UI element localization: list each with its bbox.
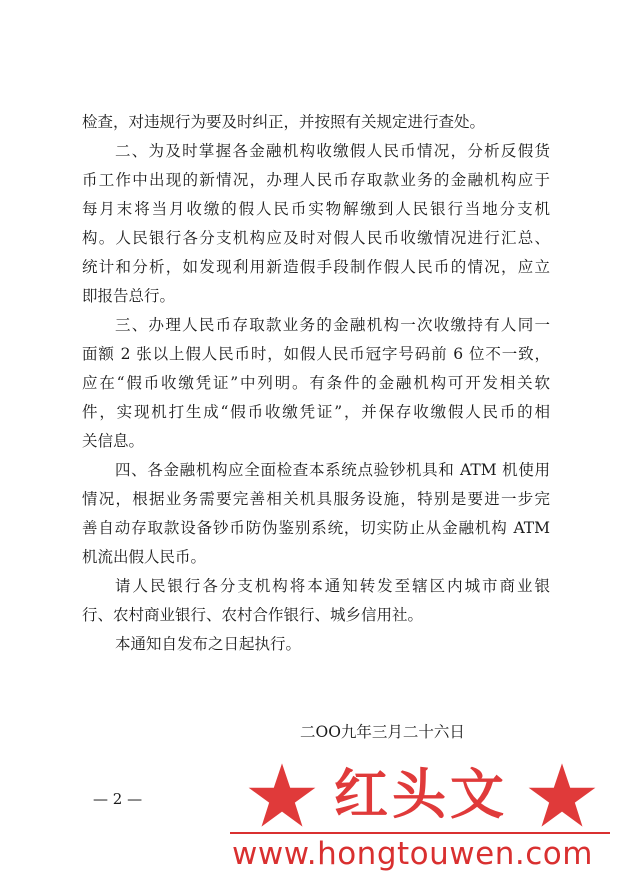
paragraph-line: 关信息。 [82,432,145,450]
page-number: — 2 — [93,790,143,808]
star-icon [526,762,598,828]
paragraph-line: 行、农村商业银行、农村合作银行、城乡信用社。 [82,606,424,624]
paragraph-line: 请人民银行各分支机构将本通知转发至辖区内城市商业银 [115,577,550,595]
paragraph-line: 应在“假币收缴凭证”中列明。有条件的金融机构可开发相关软 [82,374,550,392]
star-icon [246,762,318,828]
paragraph-line: 三、办理人民币存取款业务的金融机构一次收缴持有人同一 [115,316,550,334]
paragraph-line: 检查，对违规行为要及时纠正，并按照有关规定进行查处。 [82,113,486,131]
paragraph-line: 件，实现机打生成“假币收缴凭证”，并保存收缴假人民币的相 [82,403,550,421]
paragraph-line: 即报告总行。 [82,287,176,305]
paragraph-line: 本通知自发布之日起执行。 [115,635,302,653]
paragraph-line: 统计和分析，如发现利用新造假手段制作假人民币的情况，应立 [82,258,550,276]
issue-date: 二OO九年三月二十六日 [300,723,465,741]
paragraph-line: 面额 2 张以上假人民币时，如假人民币冠字号码前 6 位不一致， [82,345,550,363]
paragraph-line: 四、各金融机构应全面检查本系统点验钞机具和 ATM 机使用 [115,461,550,479]
paragraph-line: 每月末将当月收缴的假人民币实物解缴到人民银行当地分支机 [82,200,550,218]
paragraph-line: 构。人民银行各分支机构应及时对假人民币收缴情况进行汇总、 [82,229,550,247]
watermark-title: 红头文 [334,763,508,826]
watermark-rule [230,832,610,834]
watermark-url: www.hongtouwen.com [232,836,593,872]
paragraph-line: 机流出假人民币。 [82,548,207,566]
paragraph-line: 币工作中出现的新情况，办理人民币存取款业务的金融机构应于 [82,171,550,189]
paragraph-line: 情况，根据业务需要完善相关机具服务设施，特别是要进一步完 [82,490,550,508]
paragraph-line: 二、为及时掌握各金融机构收缴假人民币情况，分析反假货 [115,142,550,160]
paragraph-line: 善自动存取款设备钞币防伪鉴别系统，切实防止从金融机构 ATM [82,519,550,537]
watermark [240,762,600,828]
